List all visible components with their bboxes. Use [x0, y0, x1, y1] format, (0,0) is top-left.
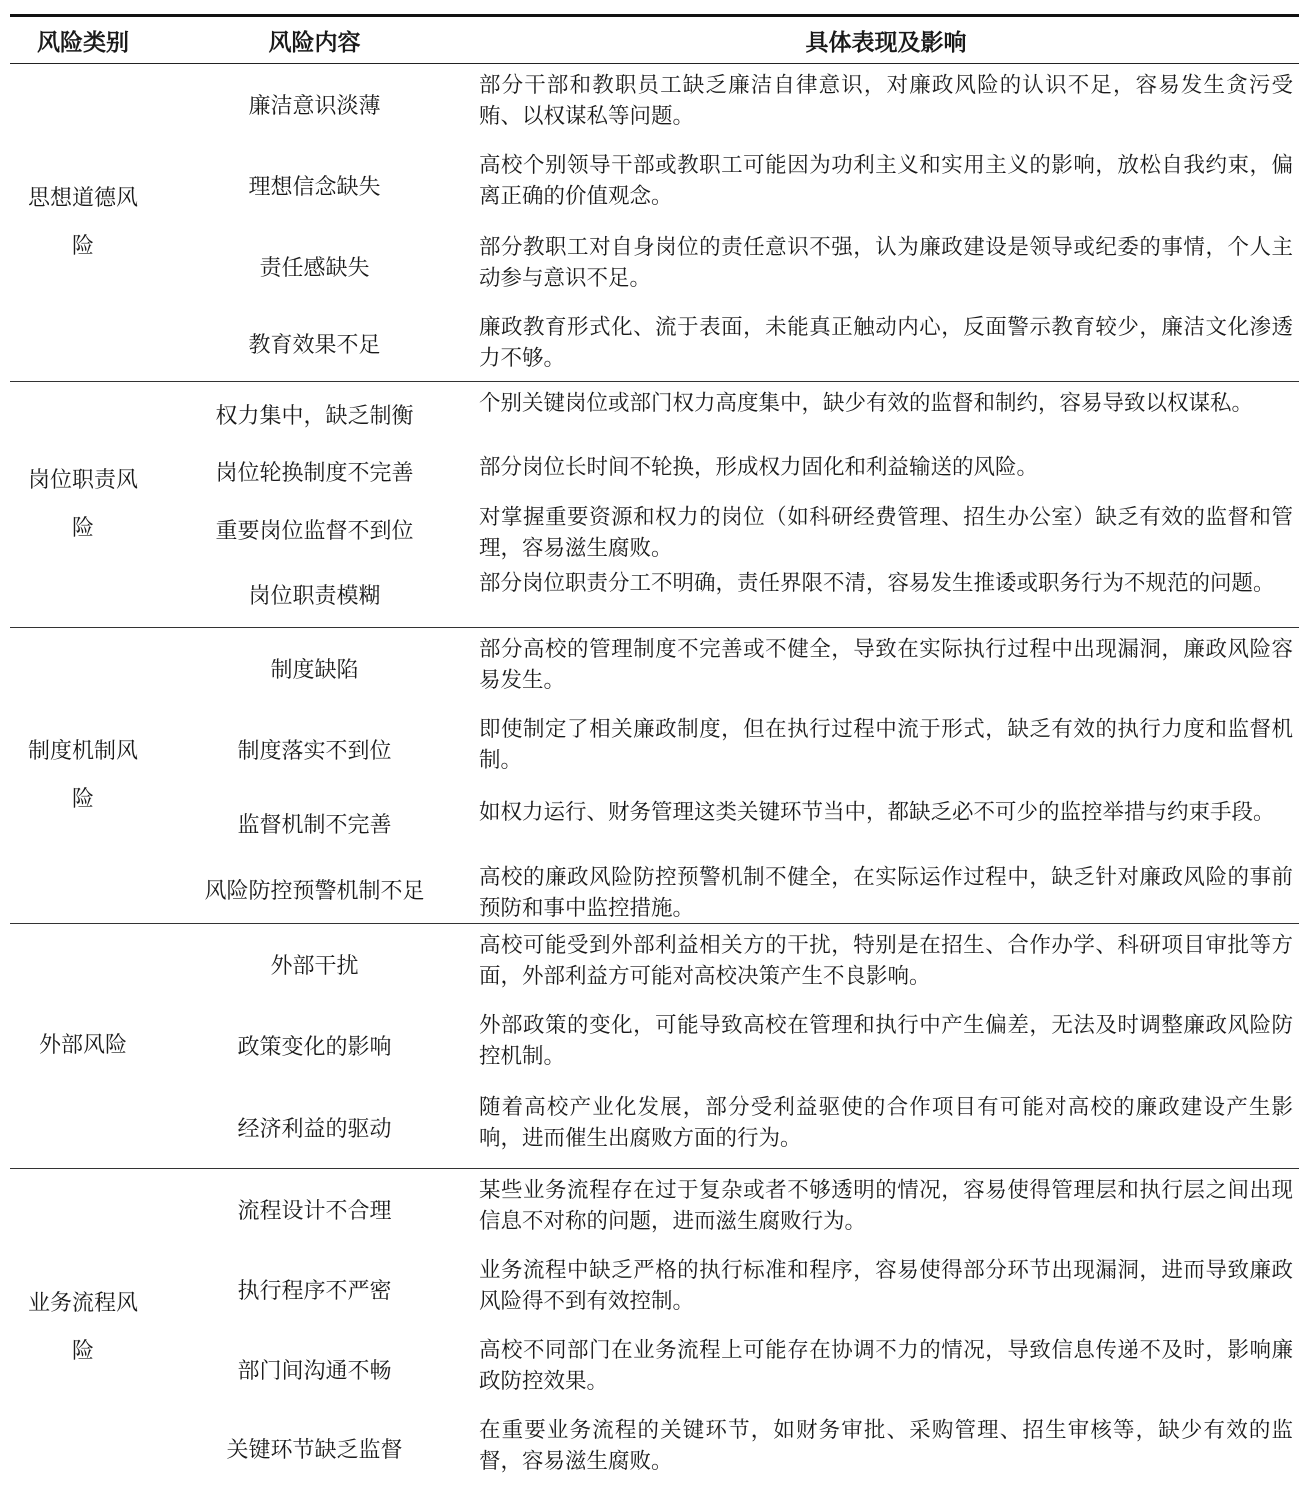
category-label: 业务流程风险 — [28, 1291, 139, 1364]
category-label: 外部风险 — [38, 1033, 127, 1058]
table-row — [156, 144, 1299, 226]
risk-description: 高校可能受到外部利益相关方的干扰，特别是在招生、合作办学、科研项目审批等方面，外部利益方可能对高校决策产生不良影响。 — [479, 933, 1293, 989]
table-row — [156, 791, 1299, 856]
risk-description: 部分干部和教职员工缺乏廉洁自律意识，对廉政风险的认识不足，容易发生贪污受贿、以权谋私等问题。 — [479, 73, 1293, 129]
risk-description: 个别关键岗位或部门权力高度集中，缺少有效的监督和制约，容易导致以权谋私。 — [479, 391, 1254, 416]
table-row — [156, 924, 1299, 1004]
table-row — [156, 1169, 1299, 1249]
risk-description: 部分高校的管理制度不完善或不健全，导致在实际执行过程中出现漏洞，廉政风险容易发生。 — [479, 637, 1293, 693]
table-row — [156, 226, 1299, 306]
table-row — [156, 562, 1299, 627]
table-row — [156, 856, 1299, 923]
risk-description: 业务流程中缺乏严格的执行标准和程序，容易使得部分环节出现漏洞，进而导致廉政风险得不到有效控制。 — [479, 1258, 1293, 1314]
risk-item: 外部干扰 — [270, 953, 359, 979]
category-cell — [10, 1169, 156, 1487]
risk-item: 监督机制不完善 — [237, 813, 392, 838]
risk-description: 部分岗位长时间不轮换，形成权力固化和利益输送的风险。 — [479, 455, 1039, 480]
risk-description: 高校的廉政风险防控预警机制不健全，在实际运作过程中，缺乏针对廉政风险的事前预防和事中监控措施。 — [479, 865, 1293, 921]
table-row — [156, 496, 1299, 562]
risk-description: 廉政教育形式化、流于表面，未能真正触动内心，反面警示教育较少，廉洁文化渗透力不够。 — [479, 315, 1293, 371]
risk-item: 关键环节缺乏监督 — [226, 1437, 403, 1463]
risk-item: 制度落实不到位 — [237, 739, 392, 764]
table-row — [156, 628, 1299, 708]
table-row — [156, 1004, 1299, 1086]
category-cell — [10, 64, 156, 381]
table-header — [10, 17, 1299, 63]
risk-description: 如权力运行、财务管理这类关键环节当中，都缺乏必不可少的监控举措与约束手段。 — [479, 800, 1275, 825]
section-position — [10, 382, 1299, 628]
risk-item: 理想信念缺失 — [248, 174, 381, 200]
category-label: 思想道德风险 — [28, 185, 139, 259]
risk-description: 部分教职工对自身岗位的责任意识不强，认为廉政建设是领导或纪委的事情，个人主动参与意识不足。 — [479, 235, 1293, 291]
table-row — [156, 708, 1299, 791]
risk-item: 重要岗位监督不到位 — [215, 518, 414, 544]
section-external — [10, 924, 1299, 1169]
table-row — [156, 1409, 1299, 1487]
risk-item: 权力集中，缺乏制衡 — [215, 403, 414, 429]
table-row — [156, 1329, 1299, 1409]
risk-description: 即使制定了相关廉政制度，但在执行过程中流于形式，缺乏有效的执行力度和监督机制。 — [479, 717, 1293, 773]
risk-description: 部分岗位职责分工不明确，责任界限不清，容易发生推诿或职务行为不规范的问题。 — [479, 571, 1275, 596]
category-label: 制度机制风险 — [28, 738, 139, 812]
section-system — [10, 628, 1299, 924]
table-row — [156, 382, 1299, 446]
table-row — [156, 1249, 1299, 1329]
risk-item: 责任感缺失 — [259, 255, 370, 281]
risk-item: 教育效果不足 — [248, 333, 381, 358]
risk-item: 执行程序不严密 — [237, 1278, 392, 1304]
risk-description: 某些业务流程存在过于复杂或者不够透明的情况，容易使得管理层和执行层之间出现信息不对称的问题，进而滋生腐败行为。 — [479, 1178, 1293, 1234]
risk-item: 风险防控预警机制不足 — [204, 879, 425, 904]
risk-description: 在重要业务流程的关键环节，如财务审批、采购管理、招生审核等，缺少有效的监督，容易滋生腐败。 — [479, 1418, 1293, 1474]
table-row — [156, 306, 1299, 381]
table-row — [156, 446, 1299, 496]
section-ideology — [10, 64, 1299, 382]
risk-item: 岗位职责模糊 — [248, 584, 381, 609]
category-cell — [10, 382, 156, 627]
risk-item: 政策变化的影响 — [237, 1034, 392, 1060]
risk-table — [10, 14, 1299, 1487]
header-content: 风险内容 — [268, 28, 361, 56]
risk-item: 岗位轮换制度不完善 — [215, 460, 414, 486]
category-cell — [10, 628, 156, 923]
risk-item: 廉洁意识淡薄 — [248, 93, 381, 119]
risk-item: 部门间沟通不畅 — [237, 1358, 392, 1384]
category-label: 岗位职责风险 — [28, 467, 139, 541]
section-process — [10, 1169, 1299, 1487]
risk-item: 经济利益的驱动 — [237, 1116, 392, 1142]
table-row — [156, 64, 1299, 144]
risk-item: 流程设计不合理 — [237, 1198, 392, 1224]
header-category: 风险类别 — [37, 28, 129, 56]
risk-item: 制度缺陷 — [270, 657, 359, 683]
risk-description: 对掌握重要资源和权力的岗位（如科研经费管理、招生办公室）缺乏有效的监督和管理，容易滋生腐败。 — [479, 505, 1293, 561]
risk-description: 高校个别领导干部或教职工可能因为功利主义和实用主义的影响，放松自我约束，偏离正确的价值观念。 — [479, 153, 1293, 209]
table-row — [156, 1086, 1299, 1168]
header-impact: 具体表现及影响 — [805, 28, 967, 56]
category-cell — [10, 924, 156, 1168]
risk-description: 高校不同部门在业务流程上可能存在协调不力的情况，导致信息传递不及时，影响廉政防控效果。 — [479, 1338, 1293, 1394]
risk-description: 外部政策的变化，可能导致高校在管理和执行中产生偏差，无法及时调整廉政风险防控机制。 — [479, 1013, 1293, 1069]
risk-description: 随着高校产业化发展，部分受利益驱使的合作项目有可能对高校的廉政建设产生影响，进而催生出腐败方面的行为。 — [479, 1095, 1293, 1151]
